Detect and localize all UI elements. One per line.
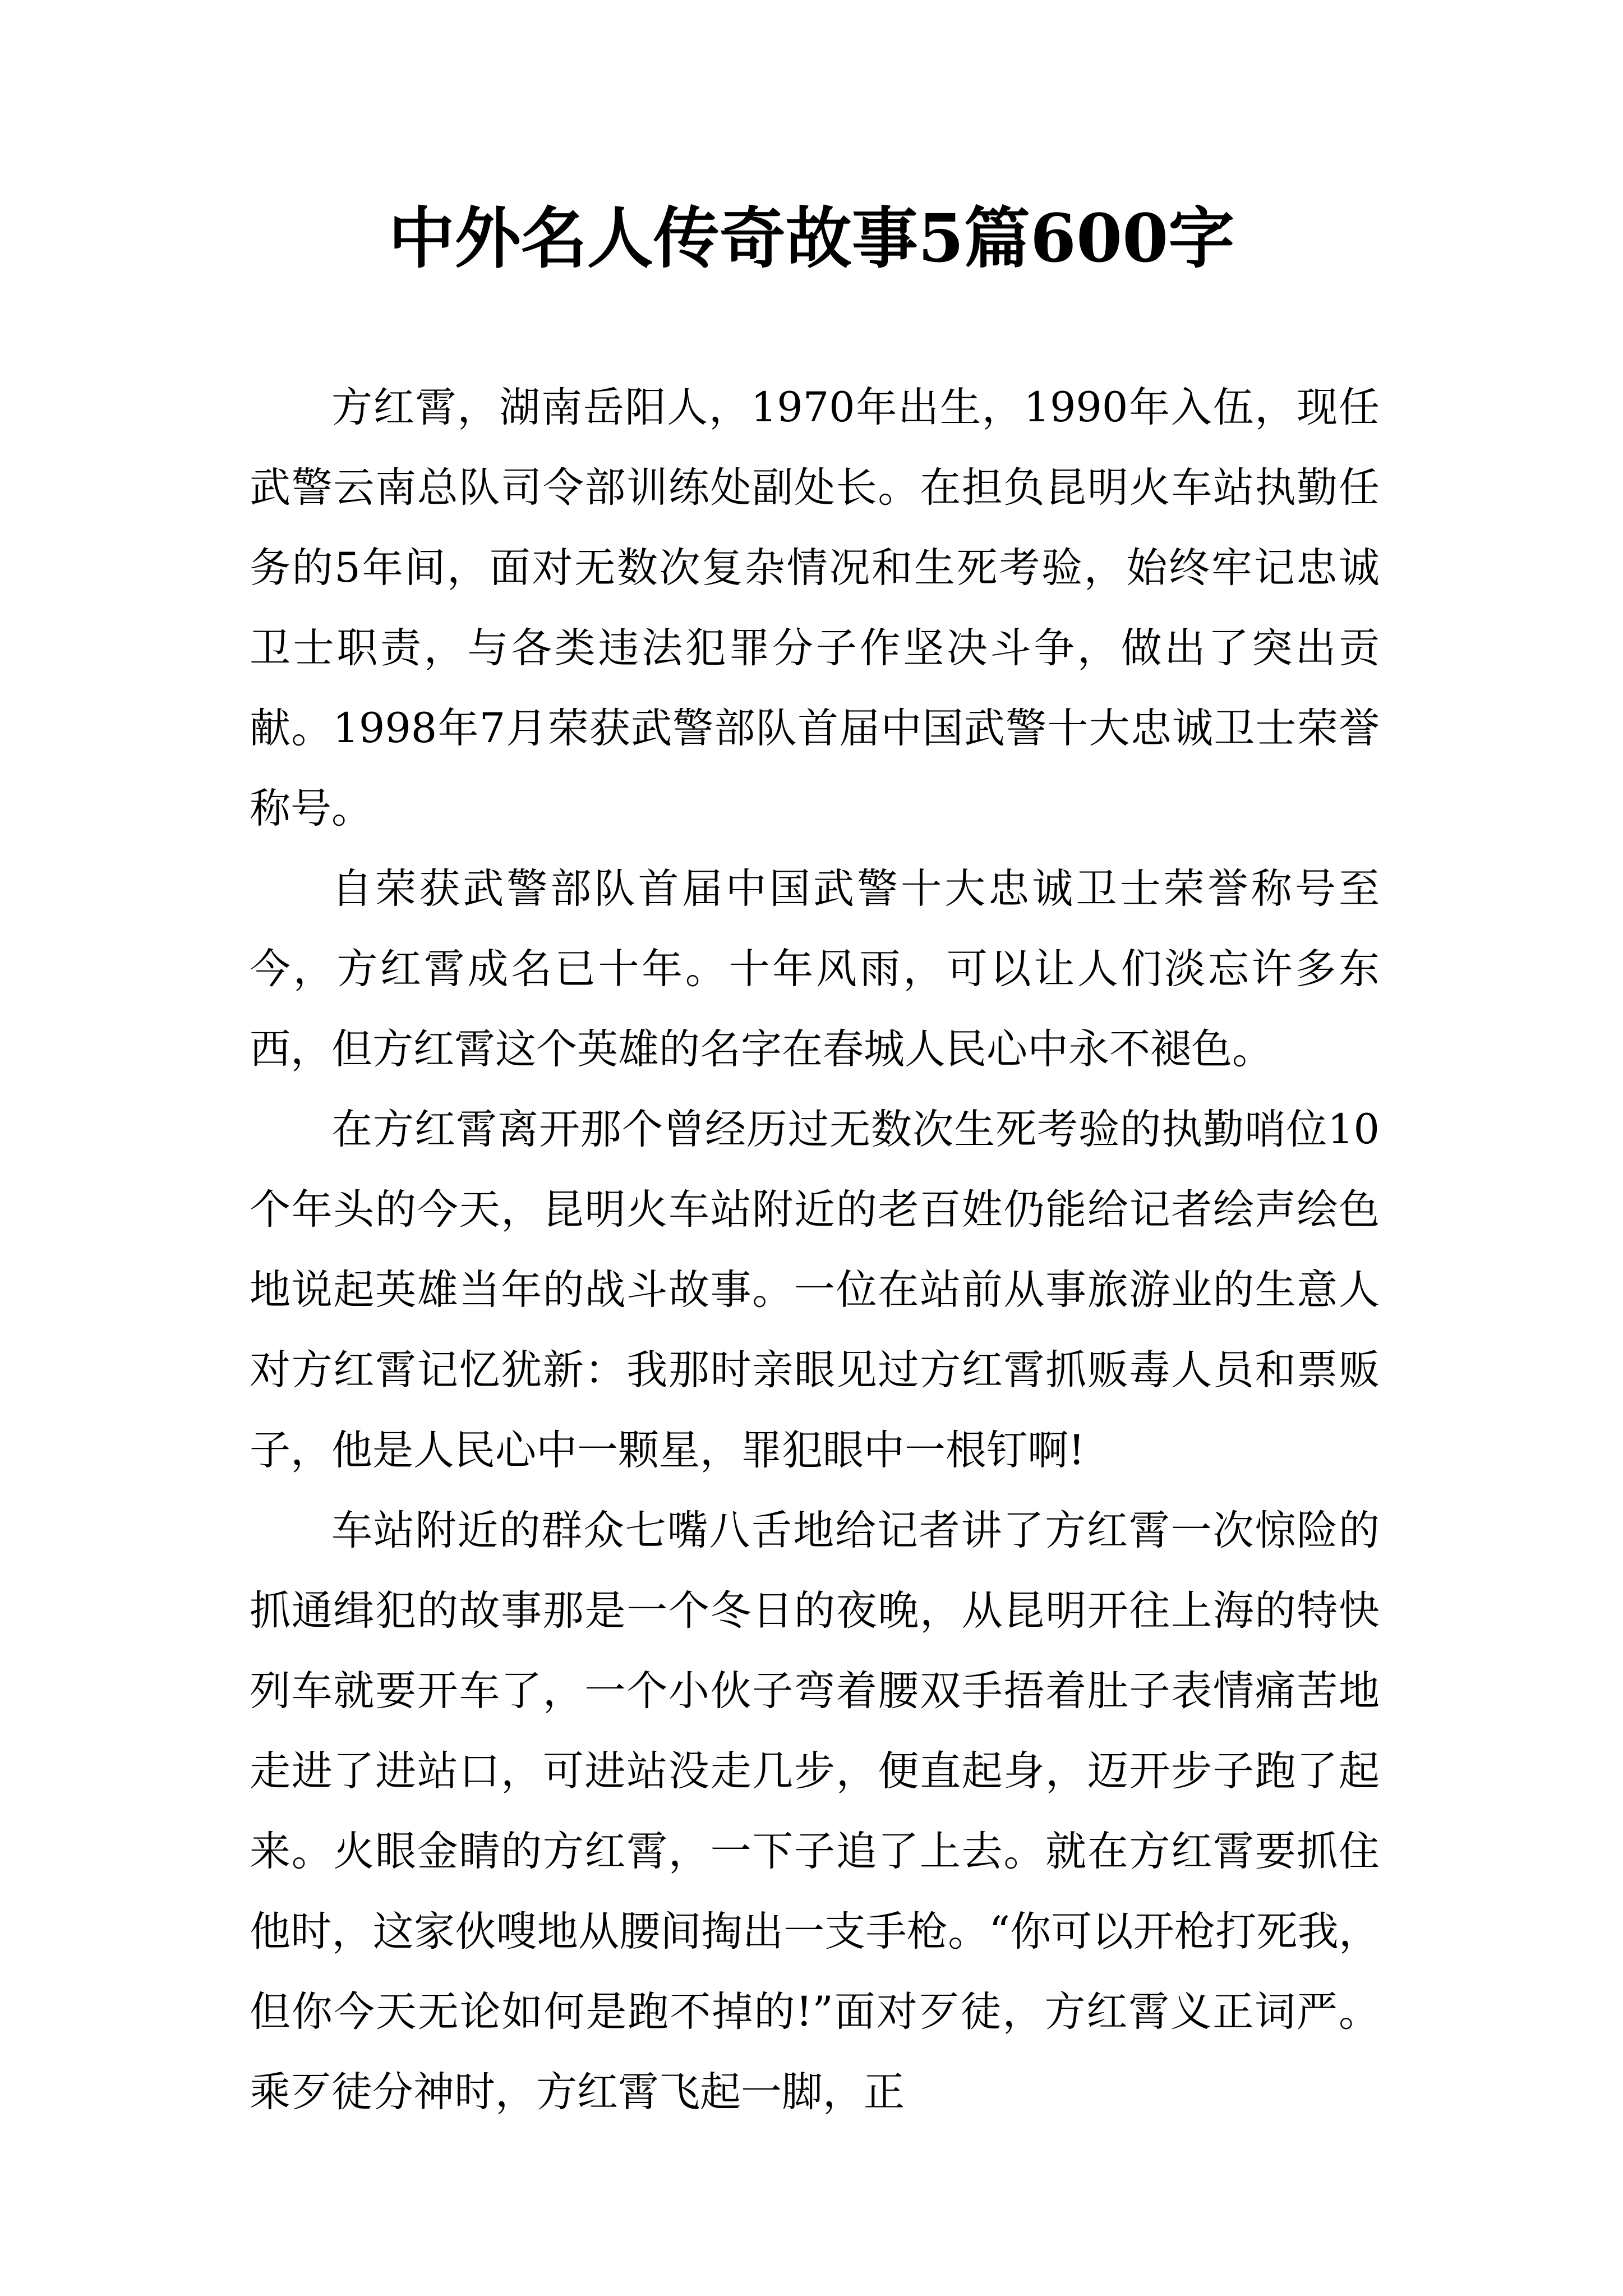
document-body <box>250 367 1380 2132</box>
paragraph: 自荣获武警部队首届中国武警十大忠诚卫士荣誉称号至今，方红霄成名已十年。十年风雨，可以让人们淡忘许多东西，但方红霄这个英雄的名字在春城人民心中永不褪色。 <box>250 865 1380 1073</box>
paragraph: 方红霄，湖南岳阳人，1970年出生，1990年入伍，现任武警云南总队司令部训练处副处长。在担负昆明火车站执勤任务的5年间，面对无数次复杂情况和生死考验，始终牢记忠诚卫士职责，与各类违法犯罪分子作坚决斗争，做出了突出贡献。1998年7月荣获武警部队首届中国武警十大忠诚卫士荣誉称号。 <box>250 384 1380 832</box>
paragraph: 在方红霄离开那个曾经历过无数次生死考验的执勤哨位10个年头的今天，昆明火车站附近的老百姓仍能给记者绘声绘色地说起英雄当年的战斗故事。一位在站前从事旅游业的生意人对方红霄记忆犹新：我那时亲眼见过方红霄抓贩毒人员和票贩子，他是人民心中一颗星，罪犯眼中一根钉啊! <box>250 1106 1380 1474</box>
document-title: 中外名人传奇故事5篇600字 <box>388 199 1235 277</box>
paragraph: 车站附近的群众七嘴八舌地给记者讲了方红霄一次惊险的抓通缉犯的故事那是一个冬日的夜晚，从昆明开往上海的特快列车就要开车了，一个小伙子弯着腰双手捂着肚子表情痛苦地走进了进站口，可进站没走几步，便直起身，迈开步子跑了起来。火眼金睛的方红霄，一下子追了上去。就在方红霄要抓住他时，这家伙嗖地从腰间掏出一支手枪。“你可以开枪打死我，但你今天无论如何是跑不掉的!”面对歹徒，方红霄义正词严。乘歹徒分神时，方红霄飞起一脚，正 <box>250 1507 1380 2116</box>
